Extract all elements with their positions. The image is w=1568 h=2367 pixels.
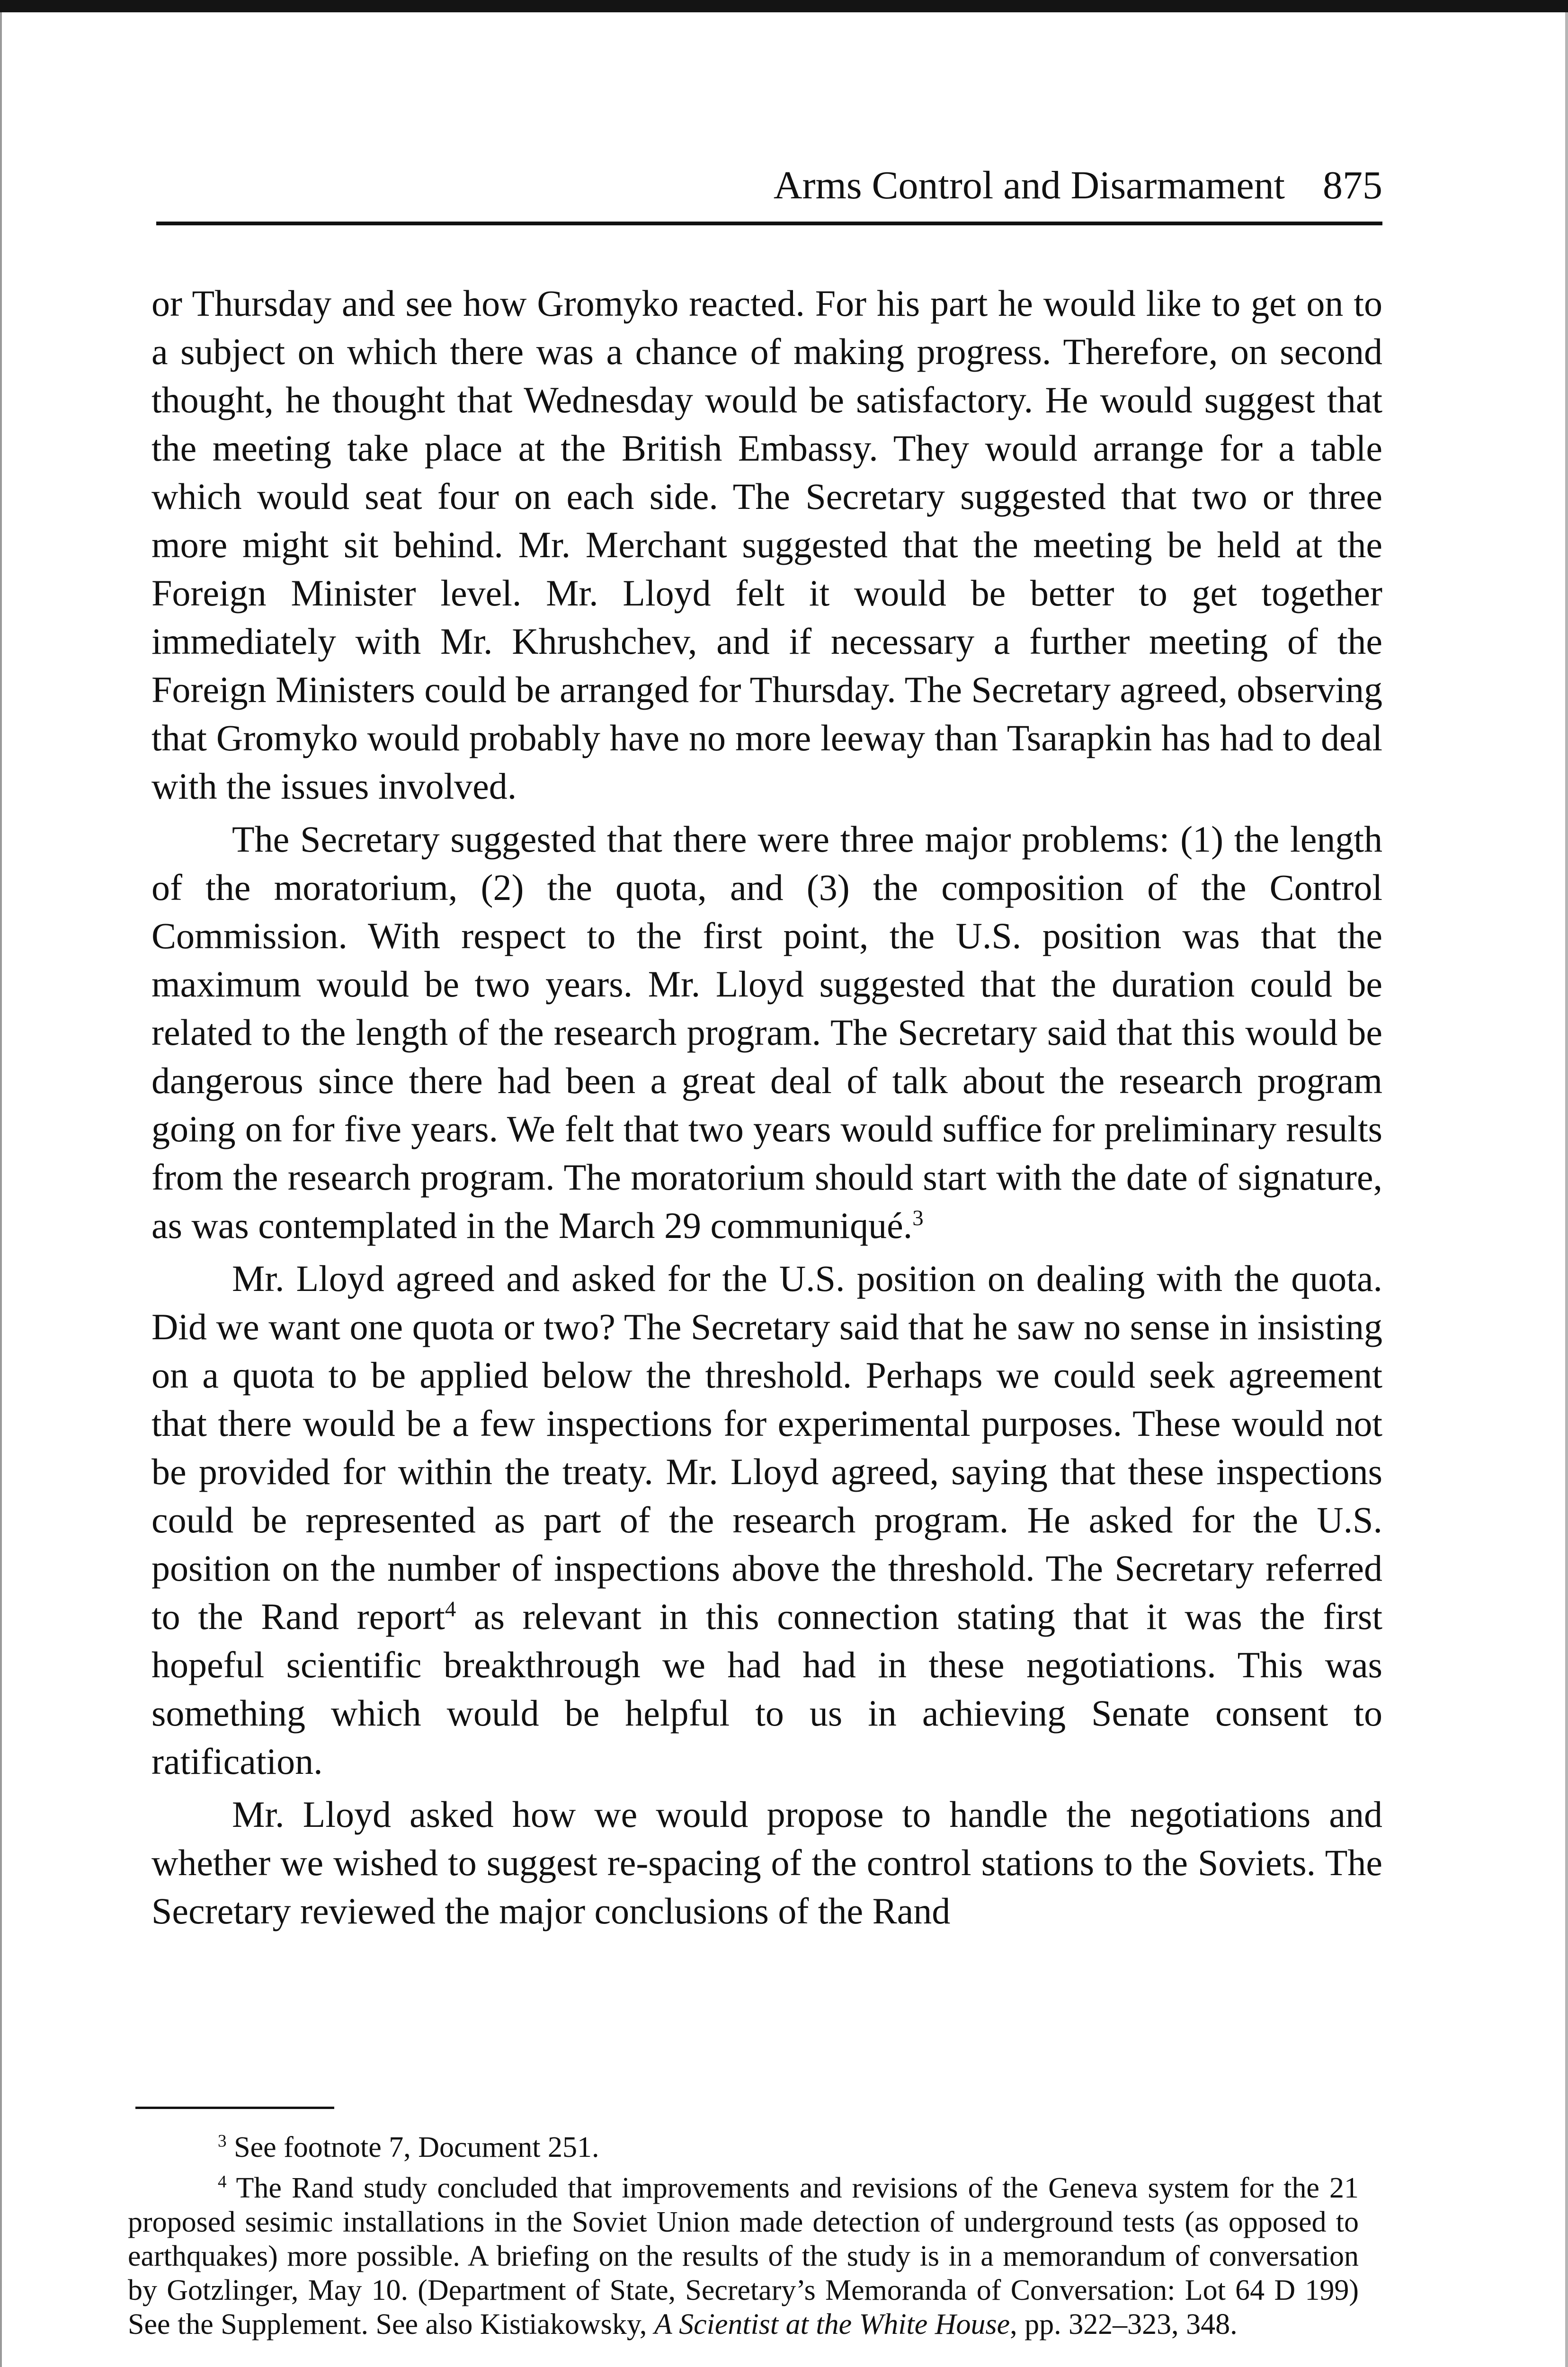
scan-top-edge	[0, 0, 1568, 12]
footnote-4-text-a: The Rand study concluded that improvements and revisions of the Geneva system for the 21 proposed sesimic installations in the Soviet Union made detection of underground tests (as opposed to earthquakes) more possible. A briefing on the results of the study is in a memorandum of conversation by Gotzlinger, May 10. (Department of State, Secretary’s Memoranda of Conversation: Lot 64 D 199) See the Supplement. See also Kistiakowsky,	[128, 2172, 1359, 2340]
scan-left-edge	[0, 12, 2, 2367]
footnote-4-text-b: , pp. 322–323, 348.	[1010, 2308, 1238, 2340]
footnote-ref-4: 4	[445, 1597, 456, 1621]
paragraph-3	[151, 1255, 1382, 1786]
footnote-3-text: See footnote 7, Document 251.	[226, 2131, 599, 2163]
header-rule	[156, 222, 1382, 225]
paragraph-2-text: The Secretary suggested that there were three major problems: (1) the length of the moratorium, (2) the quota, and (3) the composition of the Control Commission. With respect to the first point, the U.S. position was that the maximum would be two years. Mr. Lloyd suggested that the duration could be related to the length of the research program. The Secretary said that this would be dangerous since there had been a great deal of talk about the research program going on for five years. We felt that two years would suffice for preliminary results from the research program. The moratorium should start with the date of signature, as was contemplated in the March 29 communiqué.	[151, 819, 1382, 1246]
paragraph-3-text-a: Mr. Lloyd agreed and asked for the U.S. position on dealing with the quota. Did we want one quota or two? The Secretary said that he saw no sense in insisting on a quota to be applied below the threshold. Perhaps we could seek agreement that there would be a few inspections for experimental purposes. These would not be provided for within the treaty. Mr. Lloyd agreed, saying that these inspections could be represented as part of the research program. He asked for the U.S. position on the number of inspections above the threshold. The Secretary referred to the Rand report	[151, 1258, 1382, 1637]
page-number: 875	[1323, 163, 1382, 207]
running-head	[151, 163, 1382, 207]
footnote-3	[128, 2130, 1359, 2164]
footnote-ref-3: 3	[912, 1206, 924, 1230]
footnote-4-number: 4	[218, 2172, 227, 2192]
footnote-4	[128, 2171, 1359, 2341]
paragraph-2	[151, 815, 1382, 1250]
scan-right-edge	[1565, 12, 1568, 2367]
footnote-rule	[135, 2107, 334, 2109]
paragraph-3-text-b: as relevant in this connection stating that it was the first hopeful scientific breakthrough we had had in these negotiations. This was something which would be helpful to us in achieving Senate consent to ratification.	[151, 1596, 1382, 1782]
footnote-4-book-title: A Scientist at the White House	[654, 2308, 1010, 2340]
running-title: Arms Control and Disarmament	[773, 163, 1285, 207]
paragraph-1: or Thursday and see how Gromyko reacted. For his part he would like to get on to a subject on which there was a chance of making progress. Therefore, on second thought, he thought that Wednesday would be satisfactory. He would suggest that the meeting take place at the British Embassy. They would arrange for a table which would seat four on each side. The Secretary suggested that two or three more might sit behind. Mr. Merchant suggested that the meeting be held at the Foreign Minister level. Mr. Lloyd felt it would be better to get together immediately with Mr. Khrushchev, and if necessary a further meeting of the Foreign Ministers could be arranged for Thursday. The Secretary agreed, observing that Gromyko would probably have no more leeway than Tsarapkin has had to deal with the issues involved.	[151, 283, 1382, 807]
paragraph-4: Mr. Lloyd asked how we would propose to handle the negotiations and whether we wished to suggest re-spacing of the control stations to the Soviets. The Secretary reviewed the major conclusions of the Rand	[151, 1794, 1382, 1931]
footnotes	[128, 2130, 1359, 2348]
body-text	[151, 279, 1382, 1935]
footnote-3-number: 3	[218, 2131, 227, 2151]
